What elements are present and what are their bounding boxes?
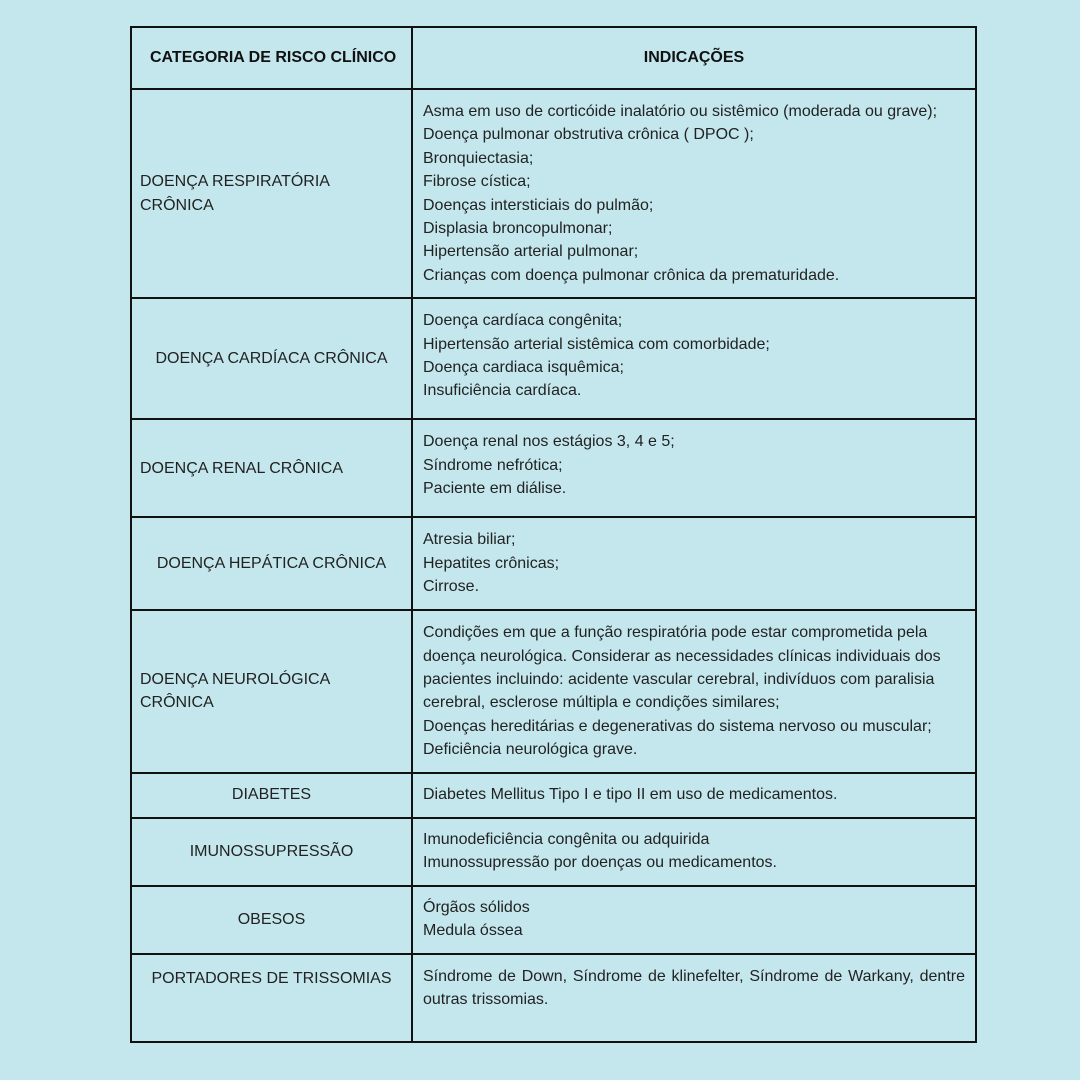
indication-line: Hepatites crônicas;	[423, 554, 560, 572]
category-cell: IMUNOSSUPRESSÃO	[131, 818, 412, 886]
indication-line: Asma em uso de corticóide inalatório ou sistêmico (moderada ou grave);	[423, 103, 938, 120]
category-cell: DOENÇA NEUROLÓGICA CRÔNICA	[131, 610, 412, 772]
indication-line: Crianças com doença pulmonar crônica da prematuridade.	[423, 266, 840, 284]
indications-cell	[412, 886, 976, 954]
indications-cell	[412, 773, 976, 818]
indications-cell	[412, 419, 976, 517]
indication-line: Cirrose.	[423, 578, 480, 596]
table-header-row	[131, 27, 976, 89]
table-row	[131, 419, 976, 517]
indication-line: Deficiência neurológica grave.	[423, 741, 638, 759]
indication-line: Displasia broncopulmonar;	[423, 220, 613, 238]
table-row	[131, 886, 976, 954]
indication-line: Síndrome nefrótica;	[423, 456, 563, 474]
table-row	[131, 517, 976, 610]
category-cell: OBESOS	[131, 886, 412, 954]
table-row	[131, 89, 976, 298]
table-row	[131, 610, 976, 772]
indication-line: Doenças hereditárias e degenerativas do sistema nervoso ou muscular;	[423, 717, 932, 735]
category-cell: DOENÇA HEPÁTICA CRÔNICA	[131, 517, 412, 610]
indication-line: Diabetes Mellitus Tipo I e tipo II em uso de medicamentos.	[423, 786, 838, 804]
indication-line: Doenças intersticiais do pulmão;	[423, 196, 654, 214]
indication-line: Imunodeficiência congênita ou adquirida	[423, 830, 710, 848]
indications-cell	[412, 610, 976, 772]
indications-cell	[412, 954, 976, 1042]
indication-line: Hipertensão arterial pulmonar;	[423, 243, 639, 261]
indication-line: Paciente em diálise.	[423, 480, 567, 498]
indication-line: Hipertensão arterial sistêmica com comorbidade;	[423, 335, 770, 353]
indication-line: Fibrose cística;	[423, 173, 531, 191]
indication-line: Órgãos sólidos	[423, 898, 530, 916]
indications-cell	[412, 517, 976, 610]
table-row	[131, 773, 976, 818]
indications-cell	[412, 818, 976, 886]
category-cell: DIABETES	[131, 773, 412, 818]
category-cell: DOENÇA CARDÍACA CRÔNICA	[131, 298, 412, 419]
indications-cell	[412, 298, 976, 419]
risk-category-table	[130, 26, 977, 1043]
indication-line: Síndrome de Down, Síndrome de klinefelter, Síndrome de Warkany, dentre outras trissomias.	[423, 967, 965, 1009]
indications-cell	[412, 89, 976, 298]
indication-line: Insuficiência cardíaca.	[423, 382, 582, 400]
indication-line: Medula óssea	[423, 922, 523, 940]
indication-line: Doença cardiaca isquêmica;	[423, 359, 624, 377]
category-cell: PORTADORES DE TRISSOMIAS	[131, 954, 412, 1042]
category-cell: DOENÇA RENAL CRÔNICA	[131, 419, 412, 517]
header-indications: INDICAÇÕES	[412, 27, 976, 89]
indication-line: Bronquiectasia;	[423, 149, 534, 167]
table-row	[131, 818, 976, 886]
indication-line: Doença cardíaca congênita;	[423, 312, 623, 330]
indication-line: Atresia biliar;	[423, 531, 516, 549]
indication-line: Doença pulmonar obstrutiva crônica ( DPOC );	[423, 126, 754, 144]
indication-line: Condições em que a função respiratória pode estar comprometida pela doença neurológica. Considerar as necessidades clínicas individuais dos pacientes incluindo: acidente vascular cerebral, indivíduos com paralisia cerebral, esclerose múltipla e condições similares;	[423, 624, 941, 712]
indication-line: Doença renal nos estágios 3, 4 e 5;	[423, 433, 675, 451]
table-row	[131, 298, 976, 419]
category-cell: DOENÇA RESPIRATÓRIA CRÔNICA	[131, 89, 412, 298]
header-category: CATEGORIA DE RISCO CLÍNICO	[131, 27, 412, 89]
indication-line: Imunossupressão por doenças ou medicamentos.	[423, 854, 777, 872]
table-row	[131, 954, 976, 1042]
